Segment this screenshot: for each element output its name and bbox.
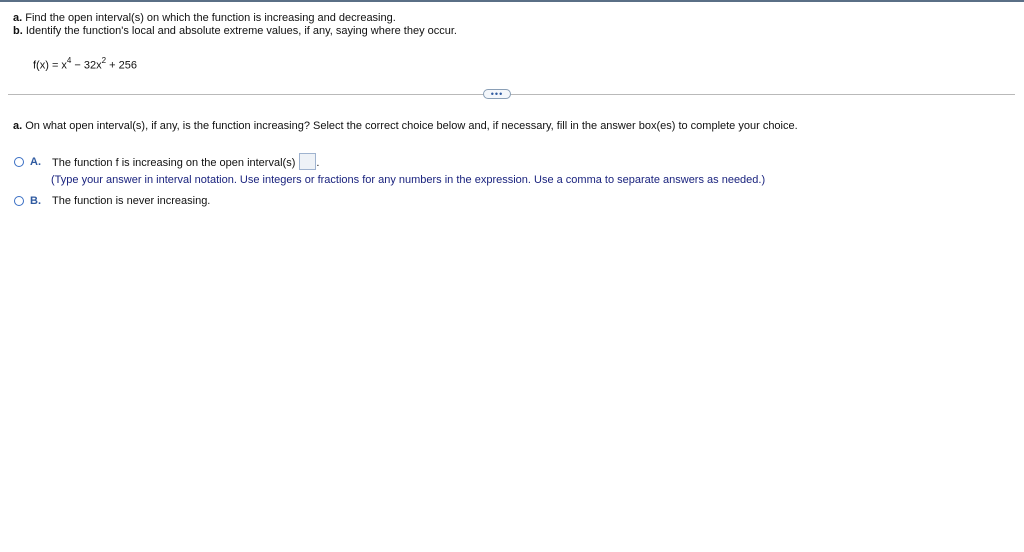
- instruction-b-label: b.: [13, 25, 23, 37]
- choice-a-letter: A.: [30, 156, 41, 168]
- instruction-a-label: a.: [13, 12, 23, 24]
- question-text: On what open interval(s), if any, is the function increasing? Select the correct choice below and, if necessary, fill in the answer box(es) to complete your choice.: [25, 120, 798, 132]
- function-exp-2: 2: [101, 56, 107, 65]
- function-lhs: f(x) = x: [33, 59, 67, 72]
- instruction-b-text: Identify the function's local and absolute extreme values, if any, saying where they occur.: [25, 25, 457, 37]
- choice-a-text: The function f is increasing on the open interval(s): [52, 156, 296, 169]
- choice-a[interactable]: [14, 156, 319, 170]
- instruction-a: [13, 12, 457, 25]
- instructions: [13, 12, 457, 38]
- function-mid: − 32x: [71, 59, 102, 72]
- question: [13, 120, 798, 133]
- choice-b-text: The function is never increasing.: [52, 195, 211, 207]
- question-label: a.: [13, 120, 23, 132]
- choice-a-radio[interactable]: [14, 157, 24, 167]
- instruction-a-text: Find the open interval(s) on which the function is increasing and decreasing.: [25, 12, 396, 24]
- function-exp-1: 4: [66, 56, 72, 65]
- choice-a-text-wrap: [52, 156, 319, 170]
- instruction-b: [13, 25, 457, 38]
- choice-a-hint: (Type your answer in interval notation. Use integers or fractions for any numbers in the expression. Use a comma to separate answers as needed.): [51, 174, 766, 186]
- section-divider: [8, 94, 1015, 95]
- expand-more-button[interactable]: •••: [483, 89, 511, 99]
- function-rhs: + 256: [106, 59, 137, 72]
- answer-input-box[interactable]: [299, 153, 316, 170]
- choice-b[interactable]: [14, 195, 210, 208]
- choice-a-trailing: .: [316, 156, 320, 169]
- choice-b-radio[interactable]: [14, 196, 24, 206]
- top-rule: [0, 0, 1024, 2]
- function-expression: [33, 53, 137, 75]
- choice-b-letter: B.: [30, 195, 41, 207]
